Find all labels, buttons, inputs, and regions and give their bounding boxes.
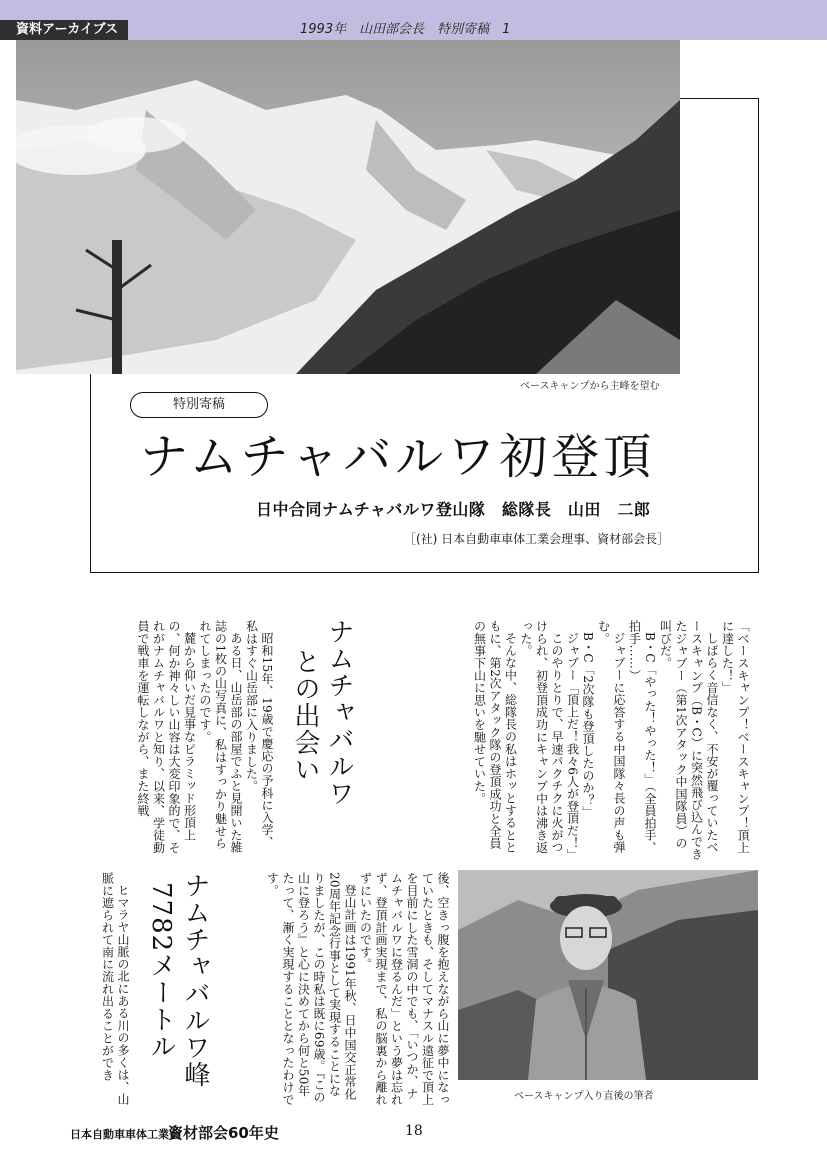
bottom-photo-caption: ベースキャンプ入り直後の筆者 [514,1091,654,1102]
top-photo-caption: ベースキャンプから主峰を望む [520,381,660,392]
mountain-photo [16,40,680,374]
heading-line: との出会い [290,648,320,783]
article-title: ナムチャバルワ初登頂 [140,429,656,485]
body-column-left-top [86,620,274,860]
body-column-right [470,620,750,860]
paragraph: B・C「2次隊も登頂したのか？」 [581,632,595,819]
title-frame-left-rule [90,374,91,572]
author-affiliation: ［(社) 日本自動車車体工業会理事、資材部会長］ [404,532,670,546]
special-contribution-badge: 特別寄稿 [130,392,268,418]
page-number: 18 [405,1123,423,1139]
paragraph: 昭和15年、19歳で慶応の予科に入学、私はすぐ山岳部に入りました。 [244,620,274,849]
article-subtitle: 日中合同ナムチャバルワ登山隊 総隊長 山田 二郎 [256,500,651,519]
paragraph: ジャブー「頂上だ！我々6人が登頂だ！」 [565,632,580,862]
paragraph: 登山計画は1991年秋、日中国交正常化20周年記念行事として実現することになりましたが、この時私は既に69歳。『この山に登ろう』と心に決めてから何と50年たって、漸く実現することとなったわけです。 [265,872,357,1106]
header-title: 1993年 山田部会長 特別寄稿 1 [300,22,511,37]
author-photo [458,870,758,1080]
author-photo-illustration [458,870,758,1080]
paragraph: 後、空きっ腹を抱えながら山に夢中になっていたときも、そしてマナスル遠征で頂上を目前にした雪洞の中でも、「いつか、ナムチャバルワに登るんだ」という夢は忘れず、登頂計画実現まで、私の脳裏から離れずにいたのです。 [358,872,450,1106]
paragraph: そんな中、総隊長の私はホッとするとともに、第2次アタック隊の登頂成功と全員の無事下山に思いを馳せていた。 [472,620,518,854]
section-label: 資料アーカイブス [0,20,128,40]
heading-line: ナムチャバルワ [324,618,354,807]
section-heading-encounter [284,618,356,858]
paragraph: しばらく音信なく、不安が覆っていたベースキャンプ（B・C）に突然飛び込んできたジャブー（第1次アタック中国隊員）の叫びだ。 [658,620,719,860]
paragraph: 「ベースキャンプ！ベースキャンプ！頂上に達した！」 [720,620,750,854]
section-heading-peak [140,872,212,1108]
paragraph: ある日、山岳部の部屋でふと見開いた雑誌の1枚の山写真に、私はすっかり魅せられてしまったのです。 [198,620,243,854]
mountain-photo-illustration [16,40,680,374]
paragraph: 麓から仰いだ見事なピラミッド形頂上の、何か神々しい山容は大変印象的で、それがナムチャバルワと知り、以来、学徒動員で戦車を運転しながら、また終戦 [136,620,197,854]
paragraph: このやりとりで、早速パクチクに火がつけられ、初登頂成功にキャンプ中は沸き返った。 [519,620,564,854]
paragraph: ヒマラヤ山脈の北にある川の多くは、山脈に遮られて南に流れ出ることができ [100,872,130,1106]
body-column-left-bottom [86,872,130,1108]
footer-book-title: 資材部会60年史 [168,1124,279,1142]
footer-organization: 日本自動車車体工業会 [70,1128,180,1141]
paragraph: B・C「やった！やった！」（全員拍手、拍手……） [627,620,657,854]
heading-line: 7782メートル [146,882,176,1061]
heading-line: ナムチャバルワ峰 [180,872,210,1088]
paragraph: ジャブーに応答する中国隊々長の声も弾む。 [596,620,626,854]
body-column-middle-bottom [222,872,450,1108]
